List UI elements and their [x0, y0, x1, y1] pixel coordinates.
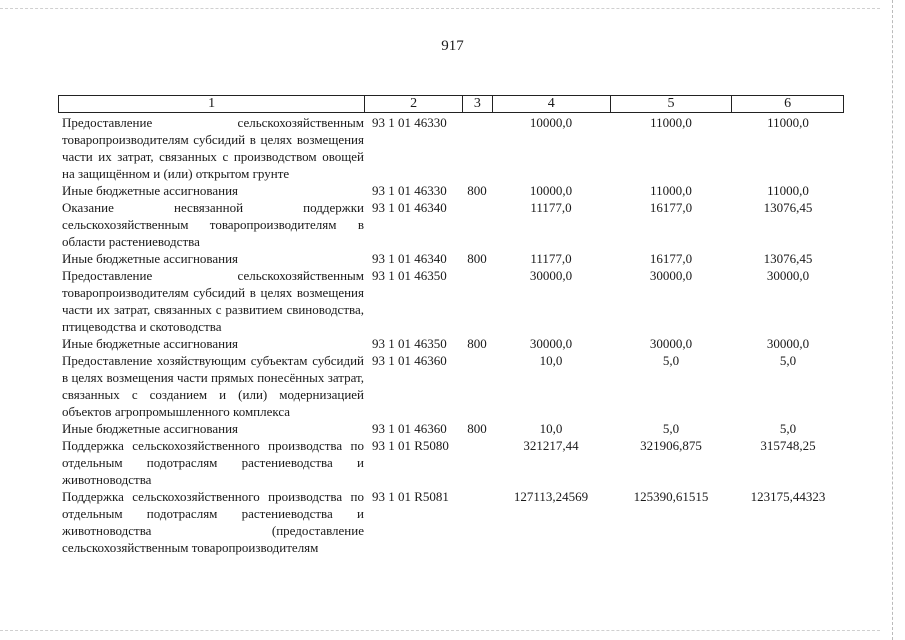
header-col-1: 1: [208, 96, 216, 111]
header-col-3: 3: [462, 96, 492, 112]
row-value-5: 11000,0: [650, 115, 692, 130]
row-name: Иные бюджетные ассигнования: [62, 251, 239, 266]
page-number: 917: [441, 38, 464, 54]
row-type: [462, 488, 492, 556]
row-code: 93 1 01 46360: [372, 421, 447, 436]
row-name: Иные бюджетные ассигнования: [62, 183, 239, 198]
row-code: 93 1 01 46330: [372, 183, 447, 198]
table-row: [62, 114, 844, 182]
row-value-4: 11177,0: [530, 251, 572, 266]
row-value-6: 13076,45: [763, 200, 813, 215]
table-row: [62, 250, 844, 267]
row-type: [462, 267, 492, 335]
row-value-4: 10,0: [539, 353, 563, 368]
row-name: Предоставление хозяйствующим субъектам субсидий в целях возмещения части прямых понесённых затрат, связанных с созданием и (или) модернизацией объектов агропромышленного комплекса: [62, 353, 364, 419]
row-value-5: 125390,61515: [633, 489, 709, 504]
row-name: Оказание несвязанной поддержки сельскохозяйственным товаропроизводителям в области растениеводства: [62, 200, 364, 249]
row-code: 93 1 01 46340: [372, 251, 447, 266]
row-value-5: 11000,0: [650, 183, 692, 198]
row-value-4: 127113,24569: [513, 489, 589, 504]
row-value-5: 30000,0: [649, 336, 693, 351]
row-type: [462, 352, 492, 420]
row-type: 800: [467, 183, 487, 198]
row-value-6: 11000,0: [767, 183, 809, 198]
row-name: Предоставление сельскохозяйственным товаропроизводителям субсидий в целях возмещения части их затрат, связанных с развитием свиноводства, птицеводства и скотоводства: [62, 268, 364, 334]
scan-edge-bottom: [0, 630, 880, 632]
row-value-5: 16177,0: [649, 200, 693, 215]
row-value-6: 5,0: [779, 353, 797, 368]
row-type: 800: [467, 421, 487, 436]
row-name: Иные бюджетные ассигнования: [62, 336, 239, 351]
row-value-6: 315748,25: [760, 438, 816, 453]
table-row: [62, 488, 844, 556]
row-value-6: 5,0: [779, 421, 797, 436]
row-value-6: 13076,45: [763, 251, 813, 266]
scan-edge-top: [0, 8, 880, 10]
row-type: 800: [467, 336, 487, 351]
row-type: [462, 199, 492, 250]
row-type: [462, 114, 492, 182]
table-header: [58, 95, 844, 113]
table-body: [62, 114, 844, 556]
row-code: 93 1 01 46350: [372, 336, 447, 351]
row-code: 93 1 01 46330: [372, 115, 447, 130]
table-row: [62, 182, 844, 199]
row-value-6: 30000,0: [766, 336, 810, 351]
row-value-4: 10,0: [539, 421, 563, 436]
row-value-6: 11000,0: [767, 115, 809, 130]
row-value-4: 321217,44: [523, 438, 579, 453]
row-value-5: 5,0: [662, 421, 680, 436]
header-col-2: 2: [364, 96, 462, 112]
row-value-5: 5,0: [662, 353, 680, 368]
table-row: [62, 420, 844, 437]
row-name: Предоставление сельскохозяйственным товаропроизводителям субсидий в целях возмещения части их затрат, связанных с производством овощей на защищённом и (или) открытом грунте: [62, 115, 364, 181]
table-row: [62, 437, 844, 488]
header-col-4: 4: [492, 96, 610, 112]
row-code: 93 1 01 46340: [372, 200, 447, 215]
row-value-5: 30000,0: [649, 268, 693, 283]
row-value-6: 123175,44323: [750, 489, 826, 504]
row-code: 93 1 01 R5080: [372, 438, 449, 453]
row-value-6: 30000,0: [766, 268, 810, 283]
row-value-4: 30000,0: [529, 268, 573, 283]
row-name: Иные бюджетные ассигнования: [62, 421, 239, 436]
row-code: 93 1 01 R5081: [372, 489, 449, 504]
table-row: [62, 352, 844, 420]
row-value-5: 16177,0: [649, 251, 693, 266]
row-type: [462, 437, 492, 488]
row-code: 93 1 01 46350: [372, 268, 447, 283]
row-value-4: 10000,0: [529, 183, 573, 198]
header-col-5: 5: [610, 96, 732, 112]
table-row: [62, 267, 844, 335]
scan-edge-right: [892, 0, 894, 640]
row-value-4: 30000,0: [529, 336, 573, 351]
header-col-6: 6: [731, 96, 843, 112]
row-name: Поддержка сельскохозяйственного производства по отдельным подотраслям растениеводства и животноводства: [62, 438, 364, 487]
row-value-5: 321906,875: [640, 438, 702, 453]
row-value-4: 10000,0: [529, 115, 573, 130]
table-row: [62, 199, 844, 250]
row-value-4: 11177,0: [530, 200, 572, 215]
row-code: 93 1 01 46360: [372, 353, 447, 368]
row-name: Поддержка сельскохозяйственного производства по отдельным подотраслям растениеводства и животноводства (предоставление сельскохозяйственным товаропроизводителям: [62, 489, 364, 555]
row-type: 800: [467, 251, 487, 266]
table-row: [62, 335, 844, 352]
